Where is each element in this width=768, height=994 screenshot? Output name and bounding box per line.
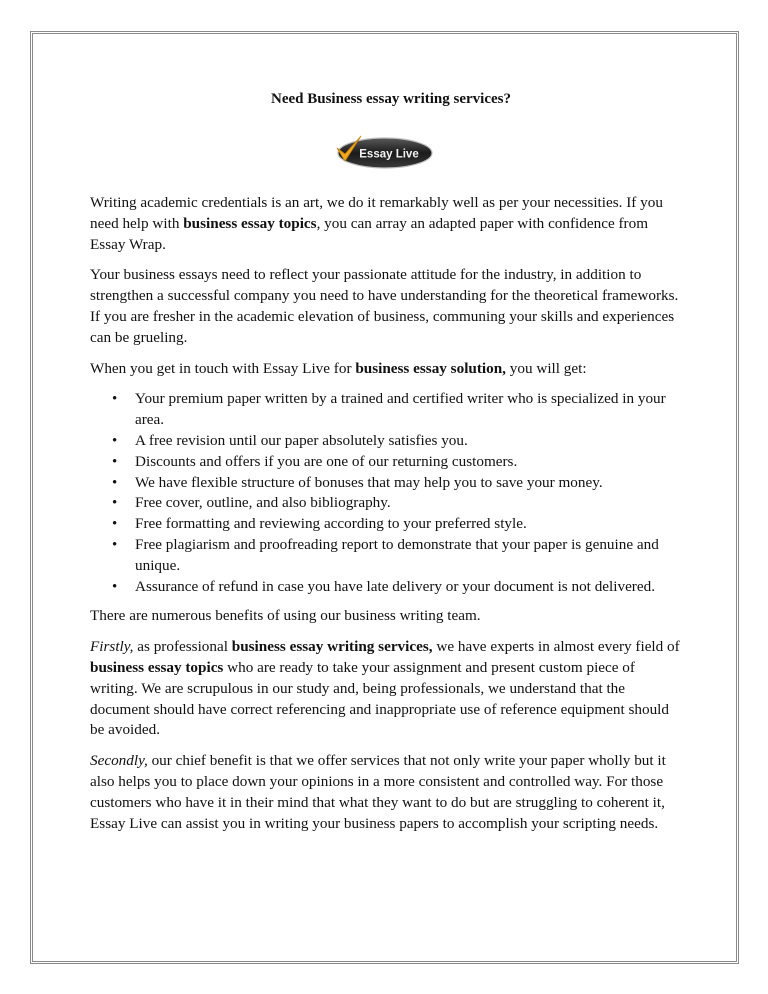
list-item: • We have flexible structure of bonuses that may help you to save your money.	[135, 473, 680, 494]
logo-text: Essay Live	[359, 148, 419, 161]
document-body	[90, 193, 680, 844]
benefits-intro-paragraph: There are numerous benefits of using our business writing team.	[90, 607, 481, 625]
intro-paragraph: Writing academic credentials is an art, we do it remarkably well as per your necessities. If you need help with business essay topics, you can array an adapted paper with confidence from Essay Wrap.	[90, 194, 663, 253]
page-title: Need Business essay writing services?	[271, 91, 511, 107]
benefits-list	[90, 389, 680, 597]
get-in-touch-paragraph: When you get in touch with Essay Live for business essay solution, you will get:	[90, 359, 587, 377]
secondly-paragraph: Secondly, our chief benefit is that we offer services that not only write your paper wholly but it also helps you to place down your opinions in a more consistent and controlled way. For those customers who have it in their mind that what they want to do but are struggling to coherent it, Essay Live can assist you in writing your business papers to accomplish your scripting needs.	[90, 752, 666, 832]
list-item: • A free revision until our paper absolutely satisfies you.	[135, 431, 680, 452]
list-item: • Discounts and offers if you are one of our returning customers.	[135, 452, 680, 473]
keyword-business-essay-topics: business essay topics	[183, 214, 317, 232]
list-item: • Free plagiarism and proofreading report to demonstrate that your paper is genuine and unique.	[135, 535, 680, 577]
business-essays-paragraph: Your business essays need to reflect your passionate attitude for the industry, in addition to strengthen a successful company you need to have understanding for the theoretical frameworks. If you are fresher in the academic elevation of business, communing your skills and experiences can be grueling.	[90, 266, 679, 346]
firstly-paragraph: Firstly, as professional business essay writing services, we have experts in almost every field of business essay topics who are ready to take your assignment and present custom piece of writing. We are scrupulous in our study and, being professionals, we understand that the document should have correct referencing and inappropriate use of reference equipment should be avoided.	[90, 638, 680, 739]
keyword-business-essay-writing-services: business essay writing services,	[231, 638, 433, 656]
list-item: • Assurance of refund in case you have late delivery or your document is not delivered.	[135, 577, 680, 598]
keyword-business-essay-solution: business essay solution,	[355, 359, 506, 377]
list-item: • Free formatting and reviewing according to your preferred style.	[135, 514, 680, 535]
list-item: • Free cover, outline, and also bibliography.	[135, 493, 680, 514]
keyword-business-essay-topics: business essay topics	[90, 658, 224, 676]
essay-live-logo	[334, 133, 434, 171]
list-item: • Your premium paper written by a trained and certified writer who is specialized in your area.	[135, 389, 680, 431]
